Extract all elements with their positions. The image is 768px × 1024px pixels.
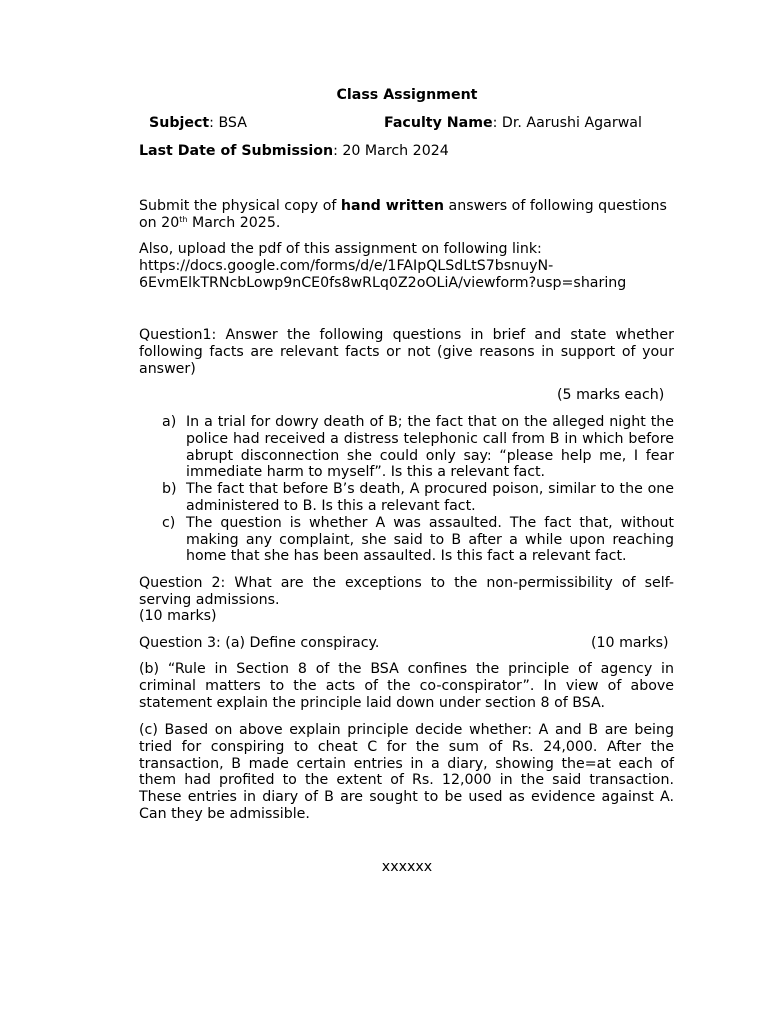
- list-marker: c): [162, 514, 176, 531]
- upload-text: Also, upload the pdf of this assignment on following link:: [139, 241, 542, 257]
- faculty-value: : Dr. Aarushi Agarwal: [492, 115, 642, 131]
- submit-text-bold: hand written: [340, 198, 445, 214]
- subject-label: Subject: [149, 115, 210, 131]
- end-mark: xxxxxx: [381, 859, 433, 875]
- question-3c-text: (c) Based on above explain principle decide whether: A and B are being tried for conspiring to cheat C for the sum of Rs. 24,000. After the transaction, B made certain entries in a diary, showing the=at each of them had profited to the extent of Rs. 12,000 in the said transaction. These entries in diary of B are sought to be used as evidence against A. Can they be admissible.: [139, 722, 674, 822]
- submit-text-post: answers of following questions on 20: [139, 198, 667, 231]
- question-2-marks: (10 marks): [139, 608, 217, 624]
- submit-text-end: March 2025.: [187, 214, 281, 231]
- list-item: [139, 515, 674, 565]
- submit-text-sup: th: [179, 214, 188, 224]
- submit-text-pre: Submit the physical copy of: [139, 198, 341, 214]
- page-title: Class Assignment: [336, 87, 478, 103]
- list-item: [139, 481, 674, 515]
- question-3a-marks: (10 marks): [591, 635, 669, 651]
- faculty-line: [384, 115, 642, 131]
- question-1-text: Question1: Answer the following questions in brief and state whether following facts are relevant facts or not (give reasons in support of your answer): [139, 327, 674, 377]
- list-item: [139, 414, 674, 481]
- list-marker: a): [162, 414, 177, 430]
- subject-line: [149, 115, 247, 131]
- list-item-text: The fact that before B’s death, A procured poison, similar to the one administered to B. Is this a relevant fact.: [186, 481, 674, 514]
- submission-link-line-1[interactable]: https://docs.google.com/forms/d/e/1FAIpQLSdLtS7bsnuyN-: [139, 257, 554, 274]
- submission-link-line-2[interactable]: 6EvmElkTRNcbLowp9nCE0fs8wRLq0Z2oOLiA/viewform?usp=sharing: [139, 274, 627, 291]
- list-marker: b): [162, 481, 177, 498]
- question-1-list: [139, 414, 674, 565]
- subject-value: : BSA: [209, 115, 247, 131]
- upload-instruction: [139, 241, 626, 291]
- deadline-value: : 20 March 2024: [333, 143, 449, 159]
- question-1-marks: (5 marks each): [557, 387, 665, 403]
- deadline-line: [139, 143, 449, 159]
- submit-instruction: [139, 198, 679, 232]
- faculty-label: Faculty Name: [384, 115, 493, 131]
- deadline-label: Last Date of Submission: [139, 143, 334, 159]
- list-item-text: In a trial for dowry death of B; the fact that on the alleged night the police had received a distress telephonic call from B in which before abrupt disconnection she could only say: “please help me, I fear immediate harm to myself”. Is this a relevant fact.: [186, 414, 674, 481]
- question-3a-text: Question 3: (a) Define conspiracy.: [139, 635, 380, 651]
- list-item-text: The question is whether A was assaulted. The fact that, without making any complaint, she said to B after a while upon reaching home that she has been assaulted. Is this fact a relevant fact.: [186, 514, 674, 565]
- question-2-text: Question 2: What are the exceptions to the non-permissibility of self-serving admissions.: [139, 575, 674, 608]
- question-3b-text: (b) “Rule in Section 8 of the BSA confines the principle of agency in criminal matters to the acts of the co-conspirator”. In view of above statement explain the principle laid down under section 8 of BSA.: [139, 661, 674, 711]
